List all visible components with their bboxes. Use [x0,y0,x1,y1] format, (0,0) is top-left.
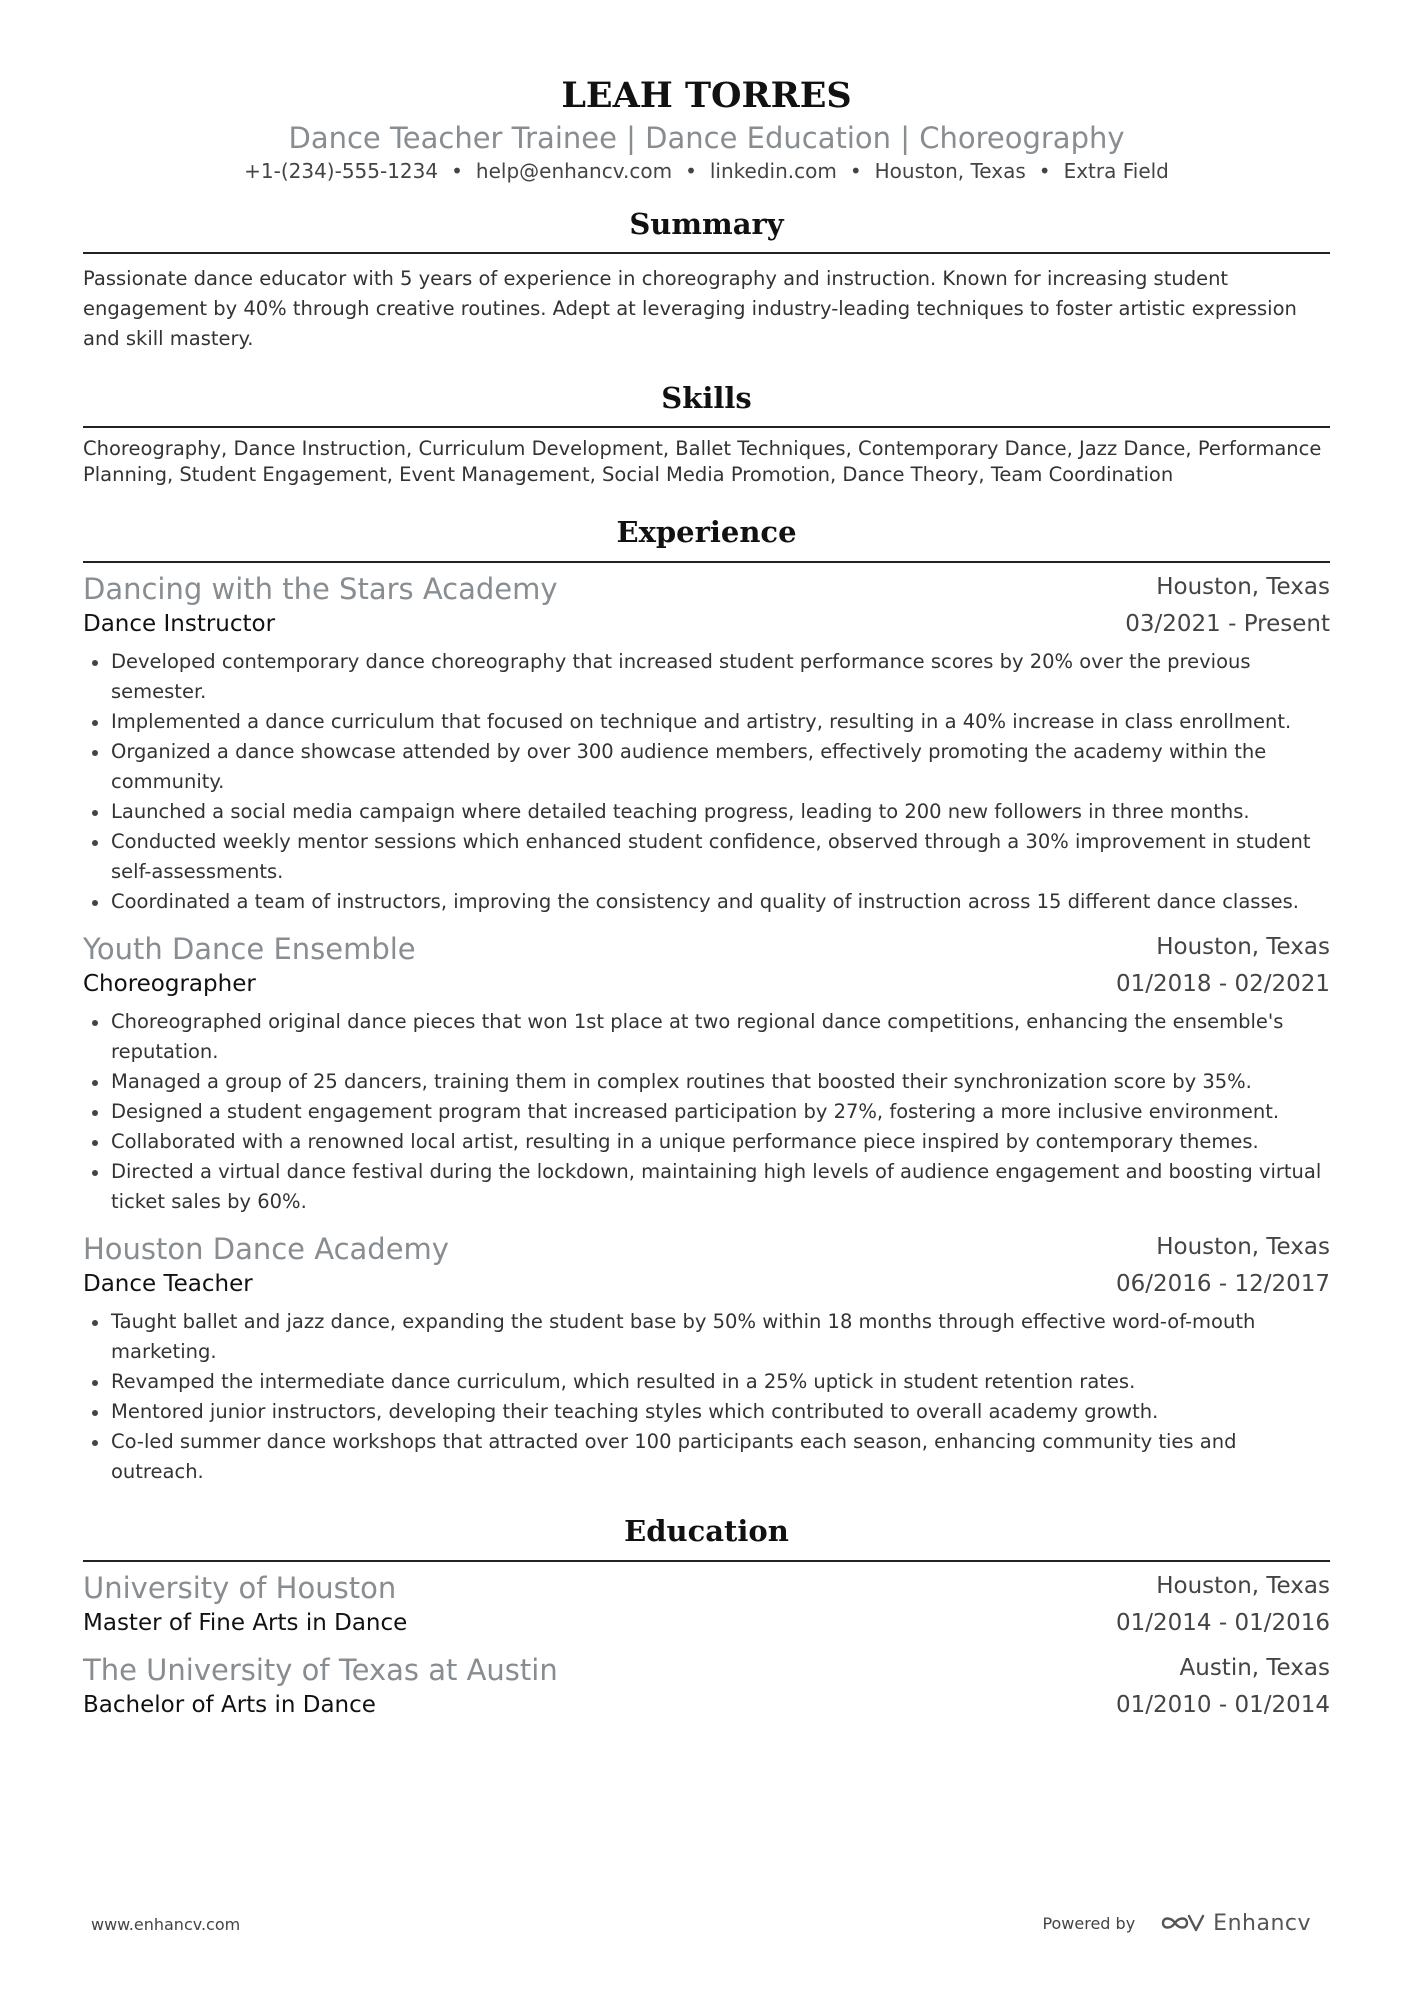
job-role: Dance Instructor [83,611,276,637]
job-bullets [83,647,1330,917]
job-organization: Dancing with the Stars Academy [83,572,558,606]
job-header [83,572,1330,606]
job-bullet: Directed a virtual dance festival during the lockdown, maintaining high levels of audience engagement and boosting virtual ticket sales by 60%. [83,1157,1330,1217]
job-bullet: Implemented a dance curriculum that focused on technique and artistry, resulting in a 40% increase in class enrollment. [83,707,1330,737]
summary-text: Passionate dance educator with 5 years of experience in choreography and instruction. Known for increasing student engagement by 40% through creative routines. Adept at leveraging industry-leading techniques to foster artistic expression and skill mastery. [83,267,1297,350]
candidate-name: LEAH TORRES [561,75,852,116]
contact-email[interactable]: help@enhancv.com [475,159,673,183]
job-bullet: Mentored junior instructors, developing their teaching styles which contributed to overall academy growth. [83,1397,1330,1427]
job-bullet: Developed contemporary dance choreography that increased student performance scores by 20% over the previous semester. [83,647,1330,707]
section-divider [83,252,1330,254]
brand-name: Enhancv [1213,1910,1311,1936]
footer-branding [1042,1908,1311,1938]
education-dates: 01/2010 - 01/2014 [1115,1692,1330,1718]
bullet-separator: • [1038,159,1051,183]
section-title-skills: Skills [661,381,752,415]
job-subheader [83,1269,1330,1303]
contact-phone[interactable]: +1-(234)-555-1234 [244,159,439,183]
contact-line [83,158,1330,184]
job-bullet: Launched a social media campaign where detailed teaching progress, leading to 200 new followers in three months. [83,797,1330,827]
job-bullet: Organized a dance showcase attended by over 300 audience members, effectively promoting the academy within the community. [83,737,1330,797]
job-bullet: Designed a student engagement program that increased participation by 27%, fostering a more inclusive environment. [83,1097,1330,1127]
job-header [83,932,1330,966]
job-bullet: Co-led summer dance workshops that attracted over 100 participants each season, enhancing community ties and outreach. [83,1427,1330,1487]
job-location: Houston, Texas [1156,934,1330,960]
contact-extra-field: Extra Field [1063,159,1169,183]
job-bullet: Taught ballet and jazz dance, expanding the student base by 50% within 18 months through effective word-of-mouth marketing. [83,1307,1330,1367]
enhancv-logo-icon [1159,1911,1205,1935]
footer-website-link[interactable]: www.enhancv.com [91,1915,241,1934]
job-header [83,1232,1330,1266]
education-location: Austin, Texas [1179,1655,1330,1681]
skills-text: Choreography, Dance Instruction, Curriculum Development, Ballet Techniques, Contemporary Dance, Jazz Dance, Performance Planning, Student Engagement, Event Management, Social Media Promotion, Dance Theory, Team Coordination [83,437,1322,486]
education-header [83,1653,1330,1687]
bullet-separator: • [685,159,697,183]
powered-by-label: Powered by [1042,1913,1136,1933]
job-bullets [83,1307,1330,1487]
education-subheader [83,1608,1330,1642]
job-location: Houston, Texas [1156,574,1330,600]
education-school: University of Houston [83,1571,397,1605]
education-header [83,1571,1330,1605]
job-bullet: Managed a group of 25 dancers, training them in complex routines that boosted their synchronization score by 35%. [83,1067,1330,1097]
education-subheader [83,1690,1330,1724]
candidate-subtitle: Dance Teacher Trainee | Dance Education | Choreography [288,121,1125,155]
section-title-summary: Summary [629,207,784,241]
job-dates: 06/2016 - 12/2017 [1115,1271,1330,1297]
education-dates: 01/2014 - 01/2016 [1115,1610,1330,1636]
enhancv-brand-link[interactable] [1159,1911,1311,1936]
education-school: The University of Texas at Austin [83,1653,558,1687]
education-degree: Bachelor of Arts in Dance [83,1692,376,1718]
job-organization: Youth Dance Ensemble [83,932,416,966]
section-title-experience: Experience [616,515,797,549]
job-dates: 01/2018 - 02/2021 [1115,971,1330,997]
job-bullet: Coordinated a team of instructors, improving the consistency and quality of instruction across 15 different dance classes. [83,887,1330,917]
job-subheader [83,969,1330,1003]
contact-linkedin[interactable]: linkedin.com [709,159,837,183]
job-bullet: Conducted weekly mentor sessions which enhanced student confidence, observed through a 30% improvement in student self-assessments. [83,827,1330,887]
job-role: Choreographer [83,971,256,997]
job-bullet: Choreographed original dance pieces that won 1st place at two regional dance competitions, enhancing the ensemble's reputation. [83,1007,1330,1067]
bullet-separator: • [849,159,862,183]
job-bullets [83,1007,1330,1217]
section-divider [83,1560,1330,1562]
job-dates: 03/2021 - Present [1125,611,1330,637]
education-location: Houston, Texas [1156,1573,1330,1599]
job-location: Houston, Texas [1156,1234,1330,1260]
job-bullet: Revamped the intermediate dance curriculum, which resulted in a 25% uptick in student retention rates. [83,1367,1330,1397]
section-divider [83,561,1330,563]
section-divider [83,426,1330,428]
job-organization: Houston Dance Academy [83,1232,449,1266]
job-subheader [83,609,1330,643]
contact-location: Houston, Texas [874,159,1026,183]
education-degree: Master of Fine Arts in Dance [83,1610,408,1636]
section-title-education: Education [624,1514,789,1548]
bullet-separator: • [451,159,463,183]
job-bullet: Collaborated with a renowned local artist, resulting in a unique performance piece inspired by contemporary themes. [83,1127,1330,1157]
job-role: Dance Teacher [83,1271,253,1297]
